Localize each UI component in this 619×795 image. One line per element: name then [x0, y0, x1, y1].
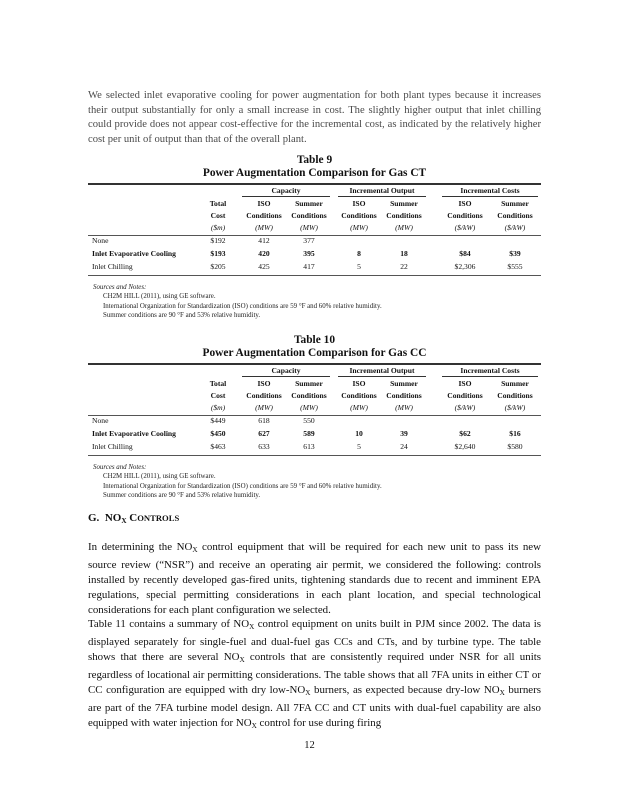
table-9-header-summer: Summer — [295, 199, 323, 208]
table-10-header-total: Total — [209, 379, 227, 388]
table-cell: 417 — [303, 262, 315, 271]
table-9-bottom-rule — [88, 275, 541, 276]
table-cell: $16 — [509, 429, 521, 438]
table-9-header-summer-conditions: Conditions — [291, 211, 327, 220]
table-9-notes — [93, 283, 382, 321]
table-10-group-underline — [338, 376, 426, 377]
table-9-header-summer-conditions: Conditions — [497, 211, 533, 220]
table-9-header-total: Total — [209, 199, 227, 208]
table-cell: 613 — [303, 442, 315, 451]
notes-title: Sources and Notes: — [93, 284, 147, 291]
table-cell: 10 — [355, 429, 363, 438]
table-cell: 412 — [258, 236, 270, 245]
table-10-row-label: Inlet Evaporative Cooling — [92, 429, 176, 438]
table-9-group-incremental-output: Incremental Output — [349, 186, 415, 195]
table-9-row-label: Inlet Evaporative Cooling — [92, 249, 176, 258]
section-heading: G. $NO_X$ CONTROLS — [88, 512, 180, 525]
table-cell: $2,306 — [454, 262, 476, 271]
table-9-header-iso-conditions: Conditions — [246, 211, 282, 220]
note-line: Summer conditions are 90 °F and 53% relative humidity. — [103, 312, 261, 320]
table-cell: 618 — [258, 416, 270, 425]
note-line: CH2M HILL (2011), using GE software. — [103, 473, 216, 481]
table-10-header-iso: ISO — [458, 379, 472, 388]
table-cell: 377 — [303, 236, 315, 245]
table-10-group-capacity: Capacity — [271, 366, 301, 375]
table-9-header-unit: (MW) — [350, 223, 368, 232]
note-line: Summer conditions are 90 °F and 53% relative humidity. — [103, 492, 261, 500]
table-10-header-summer-conditions: Conditions — [291, 391, 327, 400]
table-10-header-summer: Summer — [501, 379, 529, 388]
table-10-group-underline — [242, 376, 330, 377]
notes-title: Sources and Notes: — [93, 464, 147, 471]
body-paragraph: Table 11 contains a summary of $NO_X$ control equipment on units built in PJM since 2002. The data is displayed separately for single-fuel and dual-fuel gas CCs and CTs, and by turbine type. The table shows that there are several $NO_X$ controls that are consistently required under NSR for all units regardless of locational air permitting considerations. The table shows that all 7FA units in either CT or CC configuration are equipped with dry low-$NO_X$ burners, as expected because dry-low $NO_X$ burners are part of the 7FA turbine model design. All 7FA CC and CT units with dual-fuel capability are also equipped with water injection for $NO_X$ control for use during firing — [88, 618, 541, 730]
table-9-header-cost: Cost — [210, 211, 226, 220]
table-cell: 633 — [258, 442, 270, 451]
table-9-header-iso-conditions: Conditions — [341, 211, 377, 220]
table-10-header-unit: ($m) — [210, 403, 226, 412]
table-cell: 425 — [258, 262, 270, 271]
table-cell: $193 — [210, 249, 226, 258]
table-cell: $39 — [509, 249, 521, 258]
table-10-header-unit: (MW) — [395, 403, 413, 412]
table-10-header-unit: ($/kW) — [454, 403, 476, 412]
table-9-header-unit: ($/kW) — [454, 223, 476, 232]
table-cell: $192 — [210, 236, 226, 245]
table-10-header-unit: ($/kW) — [504, 403, 526, 412]
table-9-row-label: None — [92, 236, 109, 245]
note-line: International Organization for Standardization (ISO) conditions are 59 °F and 60% relative humidity. — [103, 482, 382, 490]
table-10-top-rule — [88, 363, 541, 365]
table-9-group-underline — [442, 196, 538, 197]
table-10-header-iso-conditions: Conditions — [447, 391, 483, 400]
table-cell: 39 — [400, 429, 408, 438]
table-9-header-iso: ISO — [458, 199, 472, 208]
table-9-header-unit: (MW) — [300, 223, 318, 232]
table-10-header-summer-conditions: Conditions — [386, 391, 422, 400]
table-10-notes — [93, 463, 382, 501]
table-9-header-iso-conditions: Conditions — [447, 211, 483, 220]
table-10-header-cost: Cost — [210, 391, 226, 400]
table-cell: 5 — [357, 442, 361, 451]
table-cell: $62 — [459, 429, 471, 438]
table-cell: 24 — [400, 442, 408, 451]
table-9-header-unit: (MW) — [255, 223, 273, 232]
table-9-header-iso: ISO — [352, 199, 366, 208]
table-cell: 420 — [258, 249, 270, 258]
table-10-header-summer-conditions: Conditions — [497, 391, 533, 400]
table-10-header-iso: ISO — [352, 379, 366, 388]
table-10-group-incremental-costs: Incremental Costs — [460, 366, 520, 375]
body-paragraph: In determining the $NO_X$ control equipment that will be required for each new unit to pass its new source review (“NSR”) and receive an operating air permit, we considered the following: controls installed by recently developed gas-fired units, tightening standards due to recent and imminent EPA regulations, special permitting considerations in each plant location, and special technological considerations for each plant configuration we selected. — [88, 541, 541, 616]
table-10-header-iso: ISO — [257, 379, 271, 388]
table-9-top-rule — [88, 183, 541, 185]
table-cell: 627 — [258, 429, 270, 438]
page-number: 12 — [304, 740, 315, 751]
table-cell: $580 — [507, 442, 523, 451]
table-cell: $463 — [210, 442, 226, 451]
table-10-number: Table 10 — [293, 334, 336, 346]
table-10-group-underline — [442, 376, 538, 377]
table-9-header-unit: ($/kW) — [504, 223, 526, 232]
table-cell: $205 — [210, 262, 226, 271]
table-10-row-label: Inlet Chilling — [92, 442, 133, 451]
table-9-group-incremental-costs: Incremental Costs — [460, 186, 520, 195]
table-cell: 22 — [400, 262, 408, 271]
table-cell: 395 — [303, 249, 315, 258]
table-10-header-summer: Summer — [295, 379, 323, 388]
table-cell: 18 — [400, 249, 408, 258]
table-cell: $555 — [507, 262, 523, 271]
table-10-header-unit: (MW) — [350, 403, 368, 412]
table-9-group-capacity: Capacity — [271, 186, 301, 195]
table-9-row-label: Inlet Chilling — [92, 262, 133, 271]
table-10-title: Power Augmentation Comparison for Gas CC — [202, 347, 427, 359]
table-9-header-unit: ($m) — [210, 223, 226, 232]
table-9-header-summer: Summer — [390, 199, 418, 208]
table-9-group-underline — [338, 196, 426, 197]
table-cell: 5 — [357, 262, 361, 271]
note-line: CH2M HILL (2011), using GE software. — [103, 293, 216, 301]
table-9-header-summer-conditions: Conditions — [386, 211, 422, 220]
table-cell: $449 — [210, 416, 226, 425]
table-9-header-iso: ISO — [257, 199, 271, 208]
table-10-header-iso-conditions: Conditions — [341, 391, 377, 400]
intro-paragraph: We selected inlet evaporative cooling for power augmentation for both plant types because it increases their output substantially for only a small increase in cost. The slightly higher output that inlet chilling could provide does not appear cost-effective for the incremental cost, as indicated by the relatively higher cost per unit of output than that of the overall plant. — [88, 90, 541, 145]
table-10-header-unit: (MW) — [300, 403, 318, 412]
table-9-group-underline — [242, 196, 330, 197]
table-9-title: Power Augmentation Comparison for Gas CT — [202, 167, 427, 179]
table-9-number: Table 9 — [296, 154, 333, 166]
table-10-header-unit: (MW) — [255, 403, 273, 412]
table-cell: $2,640 — [454, 442, 476, 451]
table-cell: $84 — [459, 249, 471, 258]
note-line: International Organization for Standardization (ISO) conditions are 59 °F and 60% relative humidity. — [103, 302, 382, 310]
table-cell: $450 — [210, 429, 226, 438]
table-10-row-label: None — [92, 416, 109, 425]
table-cell: 589 — [303, 429, 315, 438]
table-10-group-incremental-output: Incremental Output — [349, 366, 415, 375]
table-9-header-unit: (MW) — [395, 223, 413, 232]
table-cell: 550 — [303, 416, 315, 425]
table-10-header-iso-conditions: Conditions — [246, 391, 282, 400]
table-10-bottom-rule — [88, 455, 541, 456]
table-10-header-summer: Summer — [390, 379, 418, 388]
table-9-header-summer: Summer — [501, 199, 529, 208]
table-cell: 8 — [357, 249, 361, 258]
